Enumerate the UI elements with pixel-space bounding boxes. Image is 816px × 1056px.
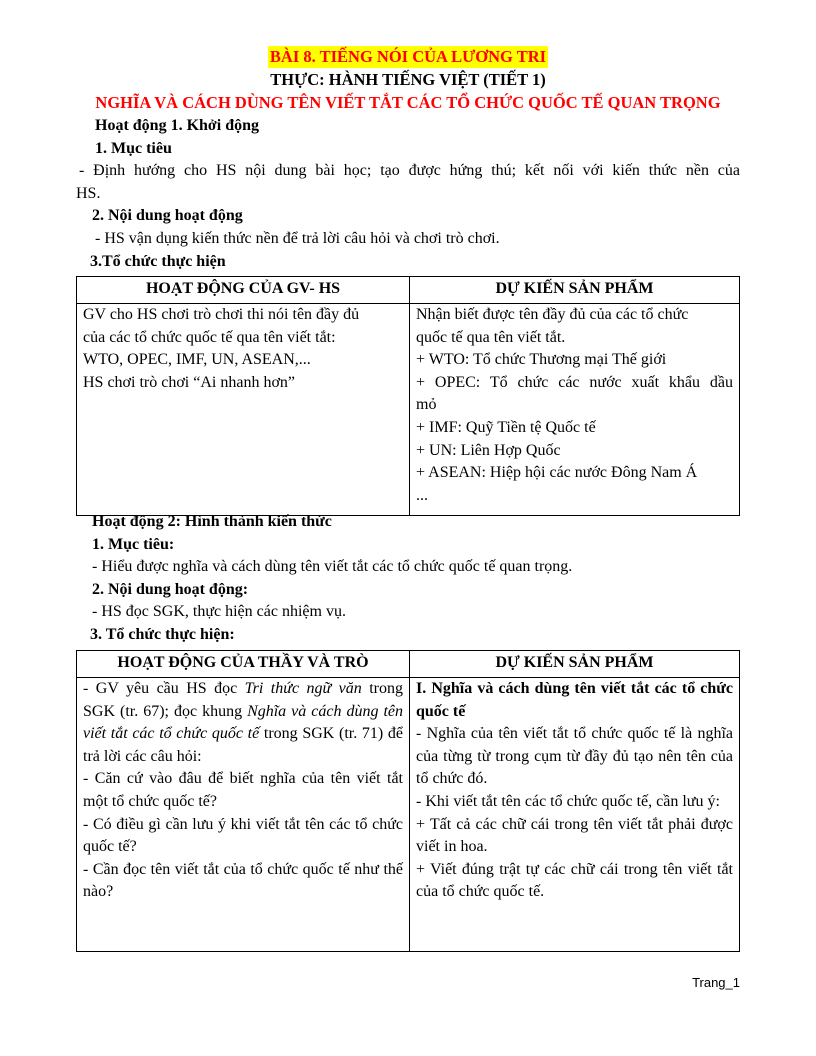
- activity1-goal-heading: 1. Mục tiêu: [95, 139, 172, 157]
- activity1-right-line: + IMF: Quỹ Tiền tệ Quốc tế: [416, 418, 596, 436]
- activity2-right-paragraph: - Nghĩa của tên viết tắt tổ chức quốc tế là nghĩa của từng từ trong cụm từ đầy đủ tạo nên tên của tổ chức đó.: [416, 725, 733, 788]
- activity1-left-line: WTO, OPEC, IMF, UN, ASEAN,...: [83, 351, 311, 369]
- activity2-table-wrap: [76, 650, 740, 952]
- activity2-question: - Căn cứ vào đâu để biết nghĩa của tên viết tắt một tổ chức quốc tế?: [83, 770, 403, 810]
- activity1-right-line: mỏ: [416, 396, 437, 414]
- activity2-left-intro-part: trong SGK (tr. 67); đọc khung: [83, 680, 403, 720]
- activity2-table: [76, 650, 740, 952]
- activity1-heading: Hoạt động 1. Khởi động: [95, 117, 260, 134]
- activity1-content-heading: 2. Nội dung hoạt động: [92, 207, 243, 225]
- activity2-left-intro-part: trong SGK (tr. 71) để trả lời các câu hỏi:: [83, 725, 403, 765]
- activity1-left-line: HS chơi trò chơi “Ai nhanh hơn”: [83, 373, 296, 391]
- activity2-org-heading: 3. Tổ chức thực hiện:: [90, 625, 235, 643]
- activity1-right-line: + UN: Liên Hợp Quốc: [416, 441, 561, 459]
- activity2-question: - Cần đọc tên viết tắt của tổ chức quốc tế như thế nào?: [83, 860, 403, 901]
- activity2-right-paragraph: + Viết đúng trật tự các chữ cái trong tên viết tắt của tổ chức quốc tế.: [416, 860, 733, 901]
- activity2-left-intro-italic: Tri thức ngữ văn: [244, 680, 362, 697]
- title-block: [0, 46, 816, 115]
- activity2-section: [76, 511, 740, 647]
- activity1-left-line: GV cho HS chơi trò chơi thi nói tên đầy đủ: [83, 306, 360, 323]
- activity1-goal-line2: HS.: [76, 184, 101, 202]
- activity2-col2-header: DỰ KIẾN SẢN PHẨM: [410, 651, 740, 678]
- activity1-right-line: ...: [416, 486, 428, 504]
- activity1-right-line: + OPEC: Tổ chức các nước xuất khẩu dầu: [416, 373, 733, 391]
- activity1-table-wrap: [76, 276, 740, 516]
- activity2-right-cell: [410, 678, 740, 952]
- activity1-col1-header: HOẠT ĐỘNG CỦA GV- HS: [77, 277, 410, 304]
- activity1-goal-line1: - Định hướng cho HS nội dung bài học; tạo được hứng thú; kết nối với kiến thức nền của: [79, 162, 740, 180]
- activity2-heading: Hoạt động 2: Hình thành kiến thức: [92, 513, 332, 530]
- activity1-section: [76, 115, 740, 273]
- activity2-goal-text: - Hiểu được nghĩa và cách dùng tên viết tắt các tổ chức quốc tế quan trọng.: [92, 558, 573, 576]
- activity2-left-intro-part: - GV yêu cầu HS đọc: [83, 680, 245, 697]
- activity1-col2-header: DỰ KIẾN SẢN PHẨM: [410, 277, 740, 304]
- activity2-left-cell: [77, 678, 410, 952]
- activity2-content-text: - HS đọc SGK, thực hiện các nhiệm vụ.: [92, 603, 346, 621]
- activity1-left-line: của các tổ chức quốc tế qua tên viết tắt:: [83, 328, 336, 346]
- activity1-left-cell: [77, 304, 410, 516]
- page-number: Trang_1: [692, 975, 740, 990]
- lesson-subtitle: THỰC: HÀNH TIẾNG VIỆT (TIẾT 1): [270, 70, 546, 89]
- activity2-content-heading: 2. Nội dung hoạt động:: [92, 580, 249, 598]
- activity1-right-line: + ASEAN: Hiệp hội các nước Đông Nam Á: [416, 464, 698, 482]
- lesson-title: BÀI 8. TIẾNG NÓI CỦA LƯƠNG TRI: [269, 47, 547, 66]
- activity1-right-line: Nhận biết được tên đầy đủ của các tổ chức: [416, 306, 689, 323]
- activity1-right-line: + WTO: Tổ chức Thương mại Thế giới: [416, 351, 667, 369]
- activity2-left-intro: [83, 678, 403, 768]
- activity2-question: - Có điều gì cần lưu ý khi viết tắt tên các tổ chức quốc tế?: [83, 815, 403, 856]
- activity2-col1-header: HOẠT ĐỘNG CỦA THẦY VÀ TRÒ: [77, 651, 410, 678]
- activity1-content-text: - HS vận dụng kiến thức nền để trả lời câu hỏi và chơi trò chơi.: [95, 229, 500, 247]
- activity2-right-paragraph: - Khi viết tắt tên các tổ chức quốc tế, cần lưu ý:: [416, 792, 720, 810]
- activity1-org-heading: 3.Tổ chức thực hiện: [90, 252, 226, 270]
- activity2-section-title: I. Nghĩa và cách dùng tên viết tắt các tổ chức quốc tế: [416, 680, 733, 720]
- activity2-right-paragraph: + Tất cả các chữ cái trong tên viết tắt phải được viết in hoa.: [416, 815, 733, 856]
- lesson-topic: NGHĨA VÀ CÁCH DÙNG TÊN VIẾT TẮT CÁC TỔ CHỨC QUỐC TẾ QUAN TRỌNG: [95, 93, 721, 112]
- activity1-right-line: quốc tế qua tên viết tắt.: [416, 328, 566, 346]
- activity1-table: [76, 276, 740, 516]
- activity1-right-cell: [410, 304, 740, 516]
- activity2-left-intro-italic: Nghĩa và cách dùng tên viết tắt các tổ chức quốc tế: [83, 702, 403, 743]
- activity2-goal-heading: 1. Mục tiêu:: [92, 535, 175, 553]
